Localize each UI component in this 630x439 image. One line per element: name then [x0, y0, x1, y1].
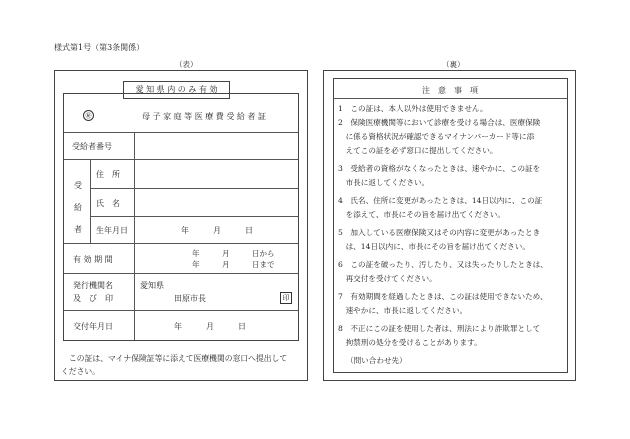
notes-list	[338, 103, 568, 369]
note-line: 3 受給者の資格がなくなったときは、速やかに、この証を	[338, 164, 541, 173]
issuer-label-2: 及 び 印	[73, 294, 113, 303]
validity-banner-text: 愛 知 県 内 の み 有 効	[135, 85, 218, 94]
note-line: 再交付を受けてください。	[338, 274, 437, 283]
note-line: 4 氏名、住所に変更があったときは、14日以内に、この証	[338, 196, 543, 205]
note-line: に係る資格状況が確認できるマイナンバーカード等に添	[338, 132, 535, 141]
row-divider	[64, 310, 298, 311]
title-divider	[334, 98, 567, 99]
row-divider	[64, 132, 298, 133]
row-divider	[64, 273, 298, 274]
footer-note-line-2: ください。	[61, 367, 100, 376]
recipient-number-label: 受給者番号	[72, 142, 112, 151]
front-side-label: （表）	[175, 60, 198, 69]
issue-date-label: 交付年月日	[73, 322, 113, 331]
secret-seal-icon: ㊙	[83, 110, 94, 121]
back-card	[323, 70, 576, 381]
notes-box	[333, 78, 568, 373]
recipient-group-label	[72, 175, 84, 241]
validity-label: 有 効 期 間	[73, 255, 113, 264]
address-label: 住 所	[96, 170, 120, 179]
birthdate-value: 年 月 日	[181, 226, 253, 235]
note-line: 8 不正にこの証を使用した者は、刑法により詐欺罪として	[338, 324, 541, 333]
recipient-group-char: 受	[74, 181, 82, 190]
row-divider	[90, 216, 298, 217]
row-divider	[64, 243, 298, 244]
issuer-mayor: 田原市長	[174, 294, 206, 303]
column-divider	[134, 132, 135, 340]
recipient-group-char: 給	[74, 203, 82, 212]
row-divider	[90, 188, 298, 189]
note-line: 1 この証は、本人以外は使用できません。	[338, 104, 488, 113]
back-side-label: （裏）	[442, 60, 465, 69]
note-line: は、14日以内に、市長にその旨を届け出てください。	[338, 242, 530, 251]
name-label: 氏 名	[96, 199, 120, 208]
contact-label: （問い合わせ先）	[346, 356, 407, 365]
notes-title: 注 意 事 項	[422, 86, 478, 95]
note-line: 速やかに、市長に返してください。	[338, 306, 468, 315]
form-code: 様式第1号（第3条関係）	[54, 43, 145, 52]
footer-note-line-1: この証は、マイナ保険証等に添えて医療機関の窓口へ提出して	[69, 354, 288, 363]
note-line: 拘禁刑の処分を受けることがあります。	[338, 338, 482, 347]
note-line: えてこの証を必ず窓口に提出してください。	[338, 146, 498, 155]
note-line: 5 加入している医療保険又はその内容に変更があったとき	[338, 228, 541, 237]
note-line: 市長に返してください。	[338, 178, 430, 187]
note-line: 6 この証を破ったり、汚したり、又は失ったりしたときは、	[338, 260, 548, 269]
note-line: 2 保険医療機関等において診療を受ける場合は、医療保険	[338, 118, 541, 127]
issuer-label-1: 発行機関名	[73, 281, 113, 290]
issuer-prefecture: 愛知県	[140, 281, 164, 290]
column-divider	[90, 159, 91, 243]
note-line: 7 有効期間を経過したときは、この証は使用できないため、	[338, 292, 548, 301]
certificate-title: 母 子 家 庭 等 医 療 費 受 給 者 証	[142, 112, 266, 121]
certificate-table	[63, 93, 299, 341]
note-line: を添えて、市長にその旨を届け出てください。	[338, 210, 505, 219]
front-card	[54, 70, 308, 381]
row-divider	[64, 159, 298, 160]
validity-from: 年 月 日から	[192, 249, 275, 258]
issue-date-value: 年 月 日	[174, 322, 246, 331]
birthdate-label: 生年月日	[96, 226, 128, 235]
recipient-group-char: 者	[74, 225, 82, 234]
validity-to: 年 月 日まで	[192, 260, 275, 269]
official-stamp-icon: 印	[280, 292, 292, 304]
